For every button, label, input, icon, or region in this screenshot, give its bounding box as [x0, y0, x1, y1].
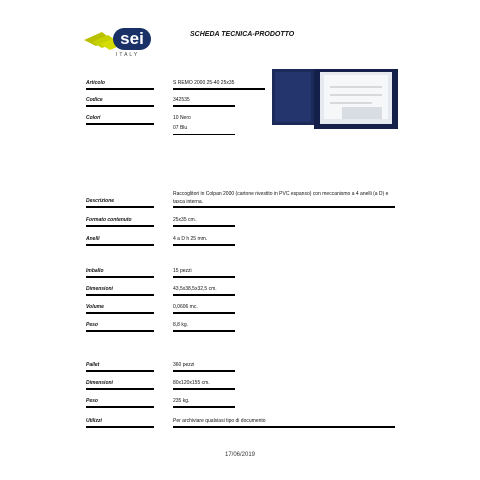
label-pallet: Pallet: [86, 362, 100, 368]
value-dimensioni-pallet: 80x120x155 cm.: [173, 380, 210, 386]
rule: [173, 244, 235, 246]
rule: [173, 276, 235, 278]
rule: [173, 312, 235, 314]
value-articolo: S REMO 2000 25-40 25x35: [173, 80, 235, 86]
label-dimensioni: Dimensioni: [86, 286, 113, 292]
label-utilizzi: Utilizzi: [86, 418, 102, 424]
rule: [173, 370, 235, 372]
label-peso: Peso: [86, 322, 98, 328]
value-anelli: 4 a D h 25 mm.: [173, 236, 208, 242]
value-formato: 25x35 cm.: [173, 217, 197, 223]
rule: [86, 225, 154, 227]
label-colori: Colori: [86, 115, 101, 121]
logo-subtitle: ITALY: [116, 52, 140, 58]
label-codice: Codice: [86, 97, 103, 103]
rule: [86, 88, 154, 90]
rule: [173, 426, 395, 428]
value-descrizione: Raccoglitori in Colpan 2000 (cartone rivestito in PVC espanso) con meccanismo a 4 anelli (a D) e tasca interna.: [173, 191, 389, 205]
value-peso-pallet: 235 kg.: [173, 398, 190, 404]
rule: [86, 206, 154, 208]
value-colori-2: 07 Blu: [173, 125, 188, 131]
value-volume: 0,0606 mc.: [173, 304, 198, 310]
label-descrizione: Descrizione: [86, 198, 115, 204]
rule: [86, 330, 154, 332]
label-dimensioni-pallet: Dimensioni: [86, 380, 113, 386]
rule: [86, 370, 154, 372]
rule: [173, 225, 235, 227]
value-imballo: 15 pezzi: [173, 268, 192, 274]
rule: [173, 330, 235, 332]
rule: [173, 88, 265, 90]
rule: [173, 134, 235, 135]
label-peso-pallet: Peso: [86, 398, 98, 404]
rule: [86, 244, 154, 246]
rule: [86, 388, 154, 390]
label-articolo: Articolo: [86, 80, 105, 86]
binder-product-image: [272, 67, 398, 132]
rule: [86, 426, 154, 428]
rule: [173, 105, 235, 107]
label-anelli: Anelli: [86, 236, 100, 242]
value-utilizzi: Per archiviare qualsiasi tipo di documento: [173, 418, 266, 424]
value-pallet: 360 pezzi: [173, 362, 195, 368]
rule: [86, 276, 154, 278]
rule: [173, 388, 235, 390]
rule: [86, 294, 154, 296]
document-title: SCHEDA TECNICA-PRODOTTO: [190, 31, 295, 38]
logo-text: sei: [113, 28, 151, 50]
rule: [173, 206, 395, 208]
label-imballo: Imballo: [86, 268, 104, 274]
rule: [86, 406, 154, 408]
value-colori-1: 10 Nero: [173, 115, 191, 121]
value-codice: 342535: [173, 97, 190, 103]
rule: [86, 105, 154, 107]
rule: [173, 294, 235, 296]
rule: [86, 123, 154, 125]
value-dimensioni: 43,5x38,5x32,5 cm.: [173, 286, 217, 292]
rule: [173, 406, 235, 408]
label-volume: Volume: [86, 304, 104, 310]
document-date: 17/06/2019: [224, 452, 256, 458]
label-formato: Formato contenuto: [86, 217, 132, 223]
value-peso: 8,8 kg.: [173, 322, 189, 328]
rule: [86, 312, 154, 314]
